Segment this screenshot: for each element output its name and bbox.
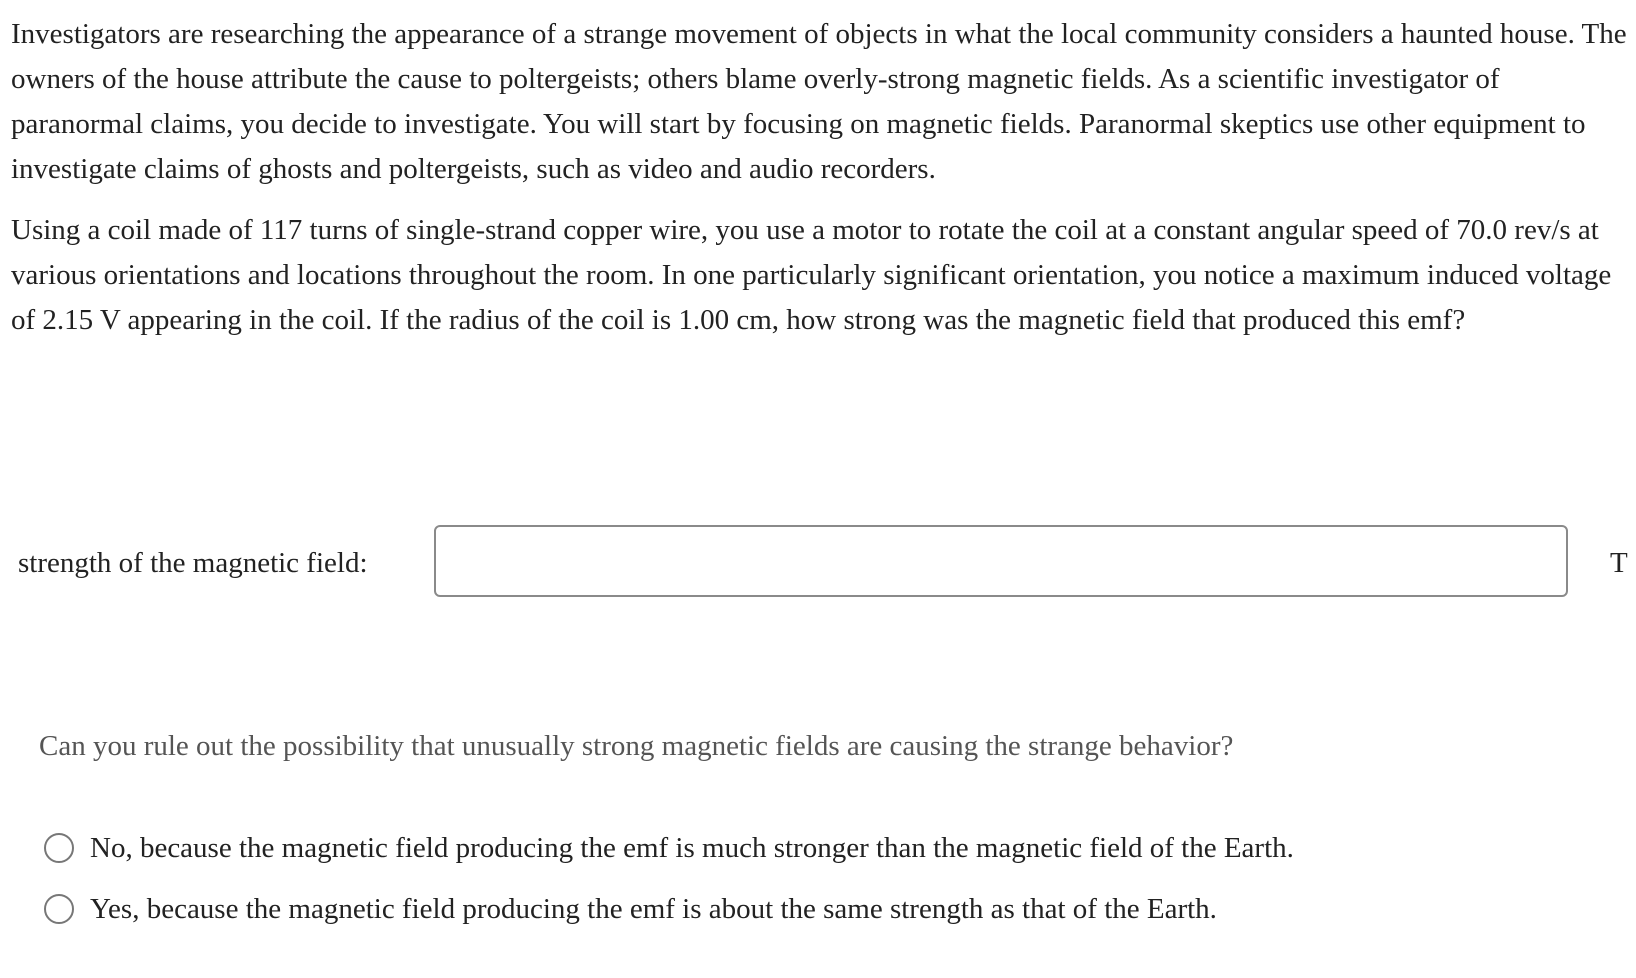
option-label[interactable]: Yes, because the magnetic field producing the emf is about the same strength as that of the Earth.: [90, 893, 1217, 925]
answer-label: strength of the magnetic field:: [18, 547, 368, 579]
problem-paragraph-2: Using a coil made of 117 turns of single-strand copper wire, you use a motor to rotate the coil at a constant angular speed of 70.0 rev/s at various orientations and locations throughout the room. In one particularly significant orientation, you notice a maximum induced voltage of 2.15 V appearing in the coil. If the radius of the coil is 1.00 cm, how strong was the magnetic field that produced this emf?: [11, 214, 1612, 336]
option-yes[interactable]: [44, 889, 1217, 929]
question-text: Can you rule out the possibility that unusually strong magnetic fields are causing the strange behavior?: [39, 730, 1234, 762]
answer-row: [0, 525, 1636, 601]
option-label[interactable]: No, because the magnetic field producing the emf is much stronger than the magnetic field of the Earth.: [90, 832, 1294, 864]
radio-button[interactable]: [44, 894, 74, 924]
magnetic-field-input[interactable]: [434, 525, 1568, 597]
option-no[interactable]: [44, 828, 1294, 868]
problem-statement: [11, 12, 1631, 343]
radio-button[interactable]: [44, 833, 74, 863]
answer-unit: T: [1610, 547, 1628, 579]
problem-paragraph-1: Investigators are researching the appearance of a strange movement of objects in what the local community considers a haunted house. The owners of the house attribute the cause to poltergeists; others blame overly-strong magnetic fields. As a scientific investigator of paranormal claims, you decide to investigate. You will start by focusing on magnetic fields. Paranormal skeptics use other equipment to investigate claims of ghosts and poltergeists, such as video and audio recorders.: [11, 18, 1627, 185]
